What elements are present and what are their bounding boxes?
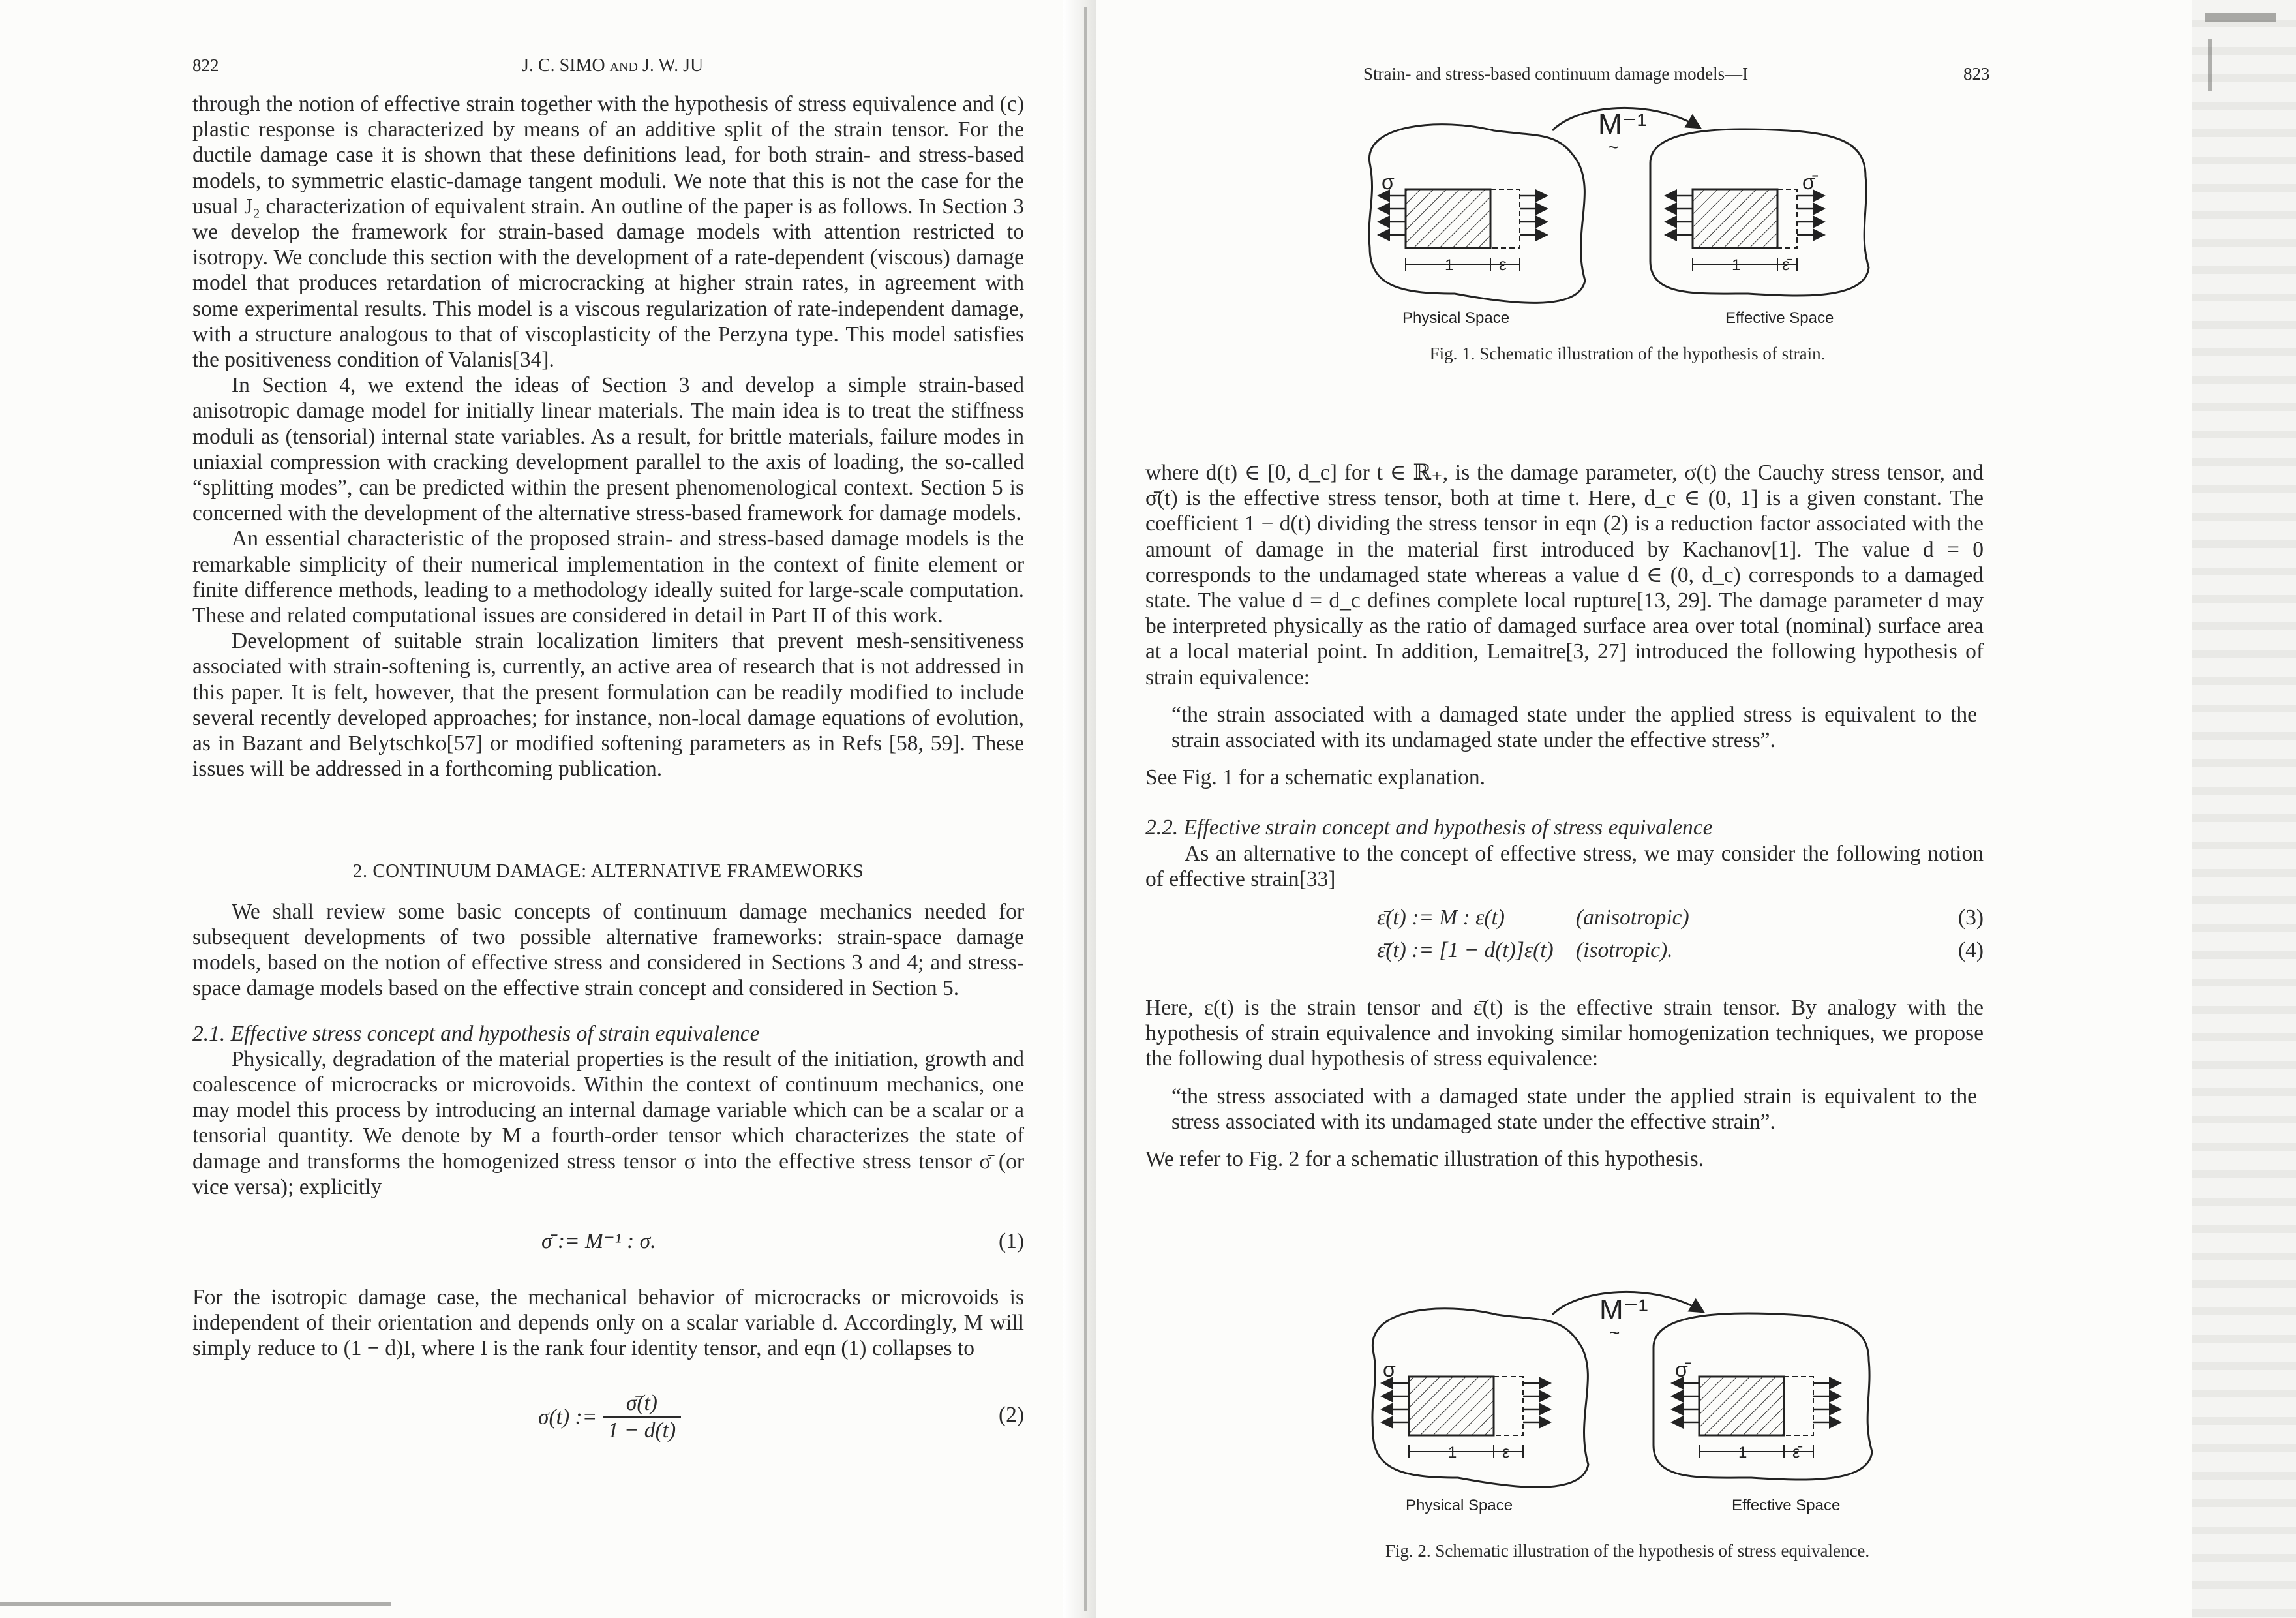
- scan-edge-mark: [2205, 13, 2276, 22]
- figure-1-caption: Fig. 1. Schematic illustration of the hypothesis of strain.: [1429, 344, 1826, 363]
- fig1-right-label: Effective Space: [1725, 309, 1834, 327]
- running-head-left: J. C. SIMO and J. W. JU: [522, 55, 704, 76]
- left-column: [192, 91, 1024, 1446]
- fig2-left-specimen: [1383, 1377, 1549, 1458]
- subsection-2-2-text: As an alternative to the concept of effective stress, we may consider the following notion of effective strain[33]: [1145, 841, 1984, 891]
- section-intro: We shall review some basic concepts of continuum damage mechanics needed for subsequent developments of two possible alternative frameworks: strain-space damage models, based on the notion of effective stress and considered in Sections 3 and 4; and stress-space damage models based on the effective strain concept and considered in Section 5.: [192, 899, 1024, 1001]
- scan-edge-mark: [2208, 39, 2212, 91]
- fig2-operator: M⁻¹: [1599, 1294, 1648, 1326]
- gutter-shadow-line: [1084, 7, 1087, 1611]
- paragraph: In Section 4, we extend the ideas of Section 3 and develop a simple strain-based anisotropic damage model for initially linear materials. The main idea is to treat the stiffness moduli as (tensorial) internal state variables. As a result, for brittle materials, failure modes in uniaxial compression with cracking development parallel to the axis of loading, the so-called “splitting modes”, can be predicted within the present phenomenological context. Section 5 is concerned with the development of the alternative stress-based framework for damage models.: [192, 373, 1024, 526]
- paragraph-where: where d(t) ∈ [0, d_c] for t ∈ ℝ₊, is the damage parameter, σ(t) the Cauchy stress tensor, and σ̄(t) is the effective stress tensor, both at time t. Here, d_c ∈ (0, 1] is a given constant. The coefficient 1 − d(t) dividing the stress tensor in eqn (2) is a reduction factor associated with the amount of damage in the material first introduced by Kachanov[1]. The value d = 0 corresponds to the undamaged state whereas a value d ∈ (0, d_c) corresponds to a damaged state. The value d = d_c defines complete local rupture[13, 29]. The damage parameter d may be interpreted physically as the ratio of damaged surface area over total (nominal) surface area at a local material point. In addition, Lemaitre[3, 27] introduced the following hypothesis of strain equivalence:: [1145, 461, 1984, 690]
- paragraph: Development of suitable strain localization limiters that prevent mesh-sensitiveness associated with strain-softening is, currently, an active area of research that is not addressed in this paper. It is felt, however, that the present formulation can be readily modified to include several recently developed approaches; for instance, non-local damage equations of evolution, as in Bazant and Belytschko[57] or modified softening parameters as in Refs [58, 59]. These issues will be addressed in a forthcoming publication.: [192, 629, 1024, 782]
- paragraph: An essential characteristic of the proposed strain- and stress-based damage models is the remarkable simplicity of their numerical implementation in the context of finite element or finite difference methods, leading to a methodology ideally suited for large-scale computation. These and related computational issues are considered in detail in Part II of this work.: [192, 527, 1024, 628]
- paragraph-after-eq1: For the isotropic damage case, the mechanical behavior of microcracks or microvoids is independent of their orientation and depends only on a scalar variable d. Accordingly, M will simply reduce to (1 − d)I, where I is the rank four identity tensor, and eqn (1) collapses to: [192, 1285, 1024, 1361]
- equation-3-expression: ε̄(t) := M : ε(t): [1377, 906, 1505, 930]
- fig2-unit-left: 1: [1448, 1444, 1457, 1461]
- fig1-left-label: Physical Space: [1402, 309, 1510, 327]
- see-fig1: See Fig. 1 for a schematic explanation.: [1145, 765, 1485, 790]
- figure-2-caption: Fig. 2. Schematic illustration of the hypothesis of stress equivalence.: [1385, 1541, 1870, 1561]
- fig2-sigma-right: σ̄: [1675, 1358, 1688, 1381]
- left-page: [0, 0, 1076, 1618]
- fig1-strain-left: ε: [1499, 254, 1507, 274]
- fig1-unit-right: 1: [1732, 256, 1741, 274]
- equation-2-numerator: σ̄(t): [603, 1390, 681, 1418]
- equation-3-number: (3): [1957, 906, 1984, 930]
- right-column: [1145, 460, 1984, 1172]
- running-head-right: Strain- and stress-based continuum damage models—I: [1363, 64, 1749, 84]
- subsection-heading-2-2: 2.2. Effective strain concept and hypothesis of stress equivalence: [1145, 816, 1713, 840]
- paragraph: through the notion of effective strain together with the hypothesis of stress equivalence and (c) plastic response is characterized by means of an additive split of the strain tensor. For the ductile damage case it is shown that these definitions lead, for both strain- and stress-based models, to symmetric elastic-damage tangent moduli. We note that this is not the case for the usual J₂ characterization of equivalent strain. An outline of the paper is as follows. In Section 3 we develop the framework for strain-based damage models with attention restricted to isotropy. We conclude this section with the development of a rate-dependent (viscous) damage model that produces retardation of microcracking at higher strain rates, in agreement with some experimental results. This model is a viscous regularization of rate-independent damage, with a structure analogous to that of viscoplasticity of the Perzyna type. This model satisfies the positiveness condition of Valanis[34].: [192, 92, 1024, 373]
- fig1-sigma-left: σ: [1382, 170, 1395, 194]
- paragraph-here: Here, ε(t) is the strain tensor and ε̄(t) is the effective strain tensor. By analogy with the hypothesis of strain equivalence and invoking similar homogenization techniques, we propose the following dual hypothesis of stress equivalence:: [1145, 996, 1984, 1071]
- fig1-unit-left: 1: [1445, 256, 1454, 274]
- refer-fig2: We refer to Fig. 2 for a schematic illustration of this hypothesis.: [1145, 1147, 1704, 1172]
- fig1-sigma-right: σ̄: [1802, 170, 1815, 194]
- fig1-tilde: ~: [1608, 137, 1619, 157]
- subsection-heading: 2.1. Effective stress concept and hypothesis of strain equivalence: [192, 1021, 760, 1046]
- fig2-unit-right: 1: [1738, 1444, 1747, 1461]
- figure-2: [1344, 1279, 1911, 1520]
- fig2-tilde: ~: [1609, 1322, 1620, 1343]
- equation-2-number: (2): [998, 1402, 1024, 1427]
- fig2-left-label: Physical Space: [1406, 1497, 1513, 1514]
- figure-1: [1344, 98, 1911, 339]
- fig2-sigma-left: σ: [1383, 1358, 1396, 1381]
- fig2-strain-right: ε̄: [1792, 1442, 1800, 1461]
- equation-1-expression: σ̄ := M⁻¹ : σ.: [541, 1229, 656, 1253]
- page-number-left: 822: [192, 55, 219, 75]
- subsection-text: Physically, degradation of the material properties is the result of the initiation, growth and coalescence of microcracks or microvoids. Within the context of continuum mechanics, one may model this process by introducing an internal damage variable which can be a scalar or a tensorial quantity. We denote by M a fourth-order tensor which characterizes the state of damage and transforms the homogenized stress tensor σ into the effective stress tensor σ̄ (or vice versa); explicitly: [192, 1046, 1024, 1199]
- equation-2-denominator: 1 − d(t): [607, 1418, 676, 1442]
- fig2-strain-left: ε: [1502, 1442, 1510, 1461]
- right-page: [1096, 0, 2296, 1618]
- fig2-right-label: Effective Space: [1732, 1497, 1841, 1514]
- quote-strain-equivalence: “the strain associated with a damaged state under the applied stress is equivalent to the strain associated with its undamaged state under the effective stress”.: [1171, 702, 1977, 753]
- equation-2-fraction: [603, 1390, 681, 1444]
- equation-3-note: (anisotropic): [1576, 906, 1689, 930]
- equation-1: [192, 1223, 1024, 1262]
- equation-4-note: (isotropic).: [1576, 938, 1673, 963]
- page-number-right: 823: [1963, 64, 1990, 84]
- equation-3: [1145, 900, 1984, 932]
- fig1-strain-right: ε̄: [1782, 254, 1790, 274]
- scan-edge-mark: [0, 1602, 391, 1606]
- equation-4-expression: ε̄(t) := [1 − d(t)]ε(t): [1377, 938, 1554, 963]
- equation-2-lhs: σ(t) :=: [538, 1404, 597, 1429]
- equation-2: [192, 1388, 1024, 1446]
- equation-4: [1145, 932, 1984, 965]
- fig2-right-specimen: [1673, 1377, 1839, 1458]
- equation-1-number: (1): [998, 1229, 1024, 1253]
- fig1-operator: M⁻¹: [1598, 108, 1647, 140]
- quote-stress-equivalence: “the stress associated with a damaged state under the applied strain is equivalent to the stress associated with its undamaged state under the effective strain”.: [1171, 1084, 1977, 1134]
- section-heading: 2. CONTINUUM DAMAGE: ALTERNATIVE FRAMEWORKS: [352, 861, 864, 882]
- fig1-right-specimen: [1667, 189, 1823, 271]
- next-page-edge: [2192, 0, 2296, 1618]
- fig1-left-specimen: [1380, 189, 1546, 271]
- equation-4-number: (4): [1957, 938, 1984, 963]
